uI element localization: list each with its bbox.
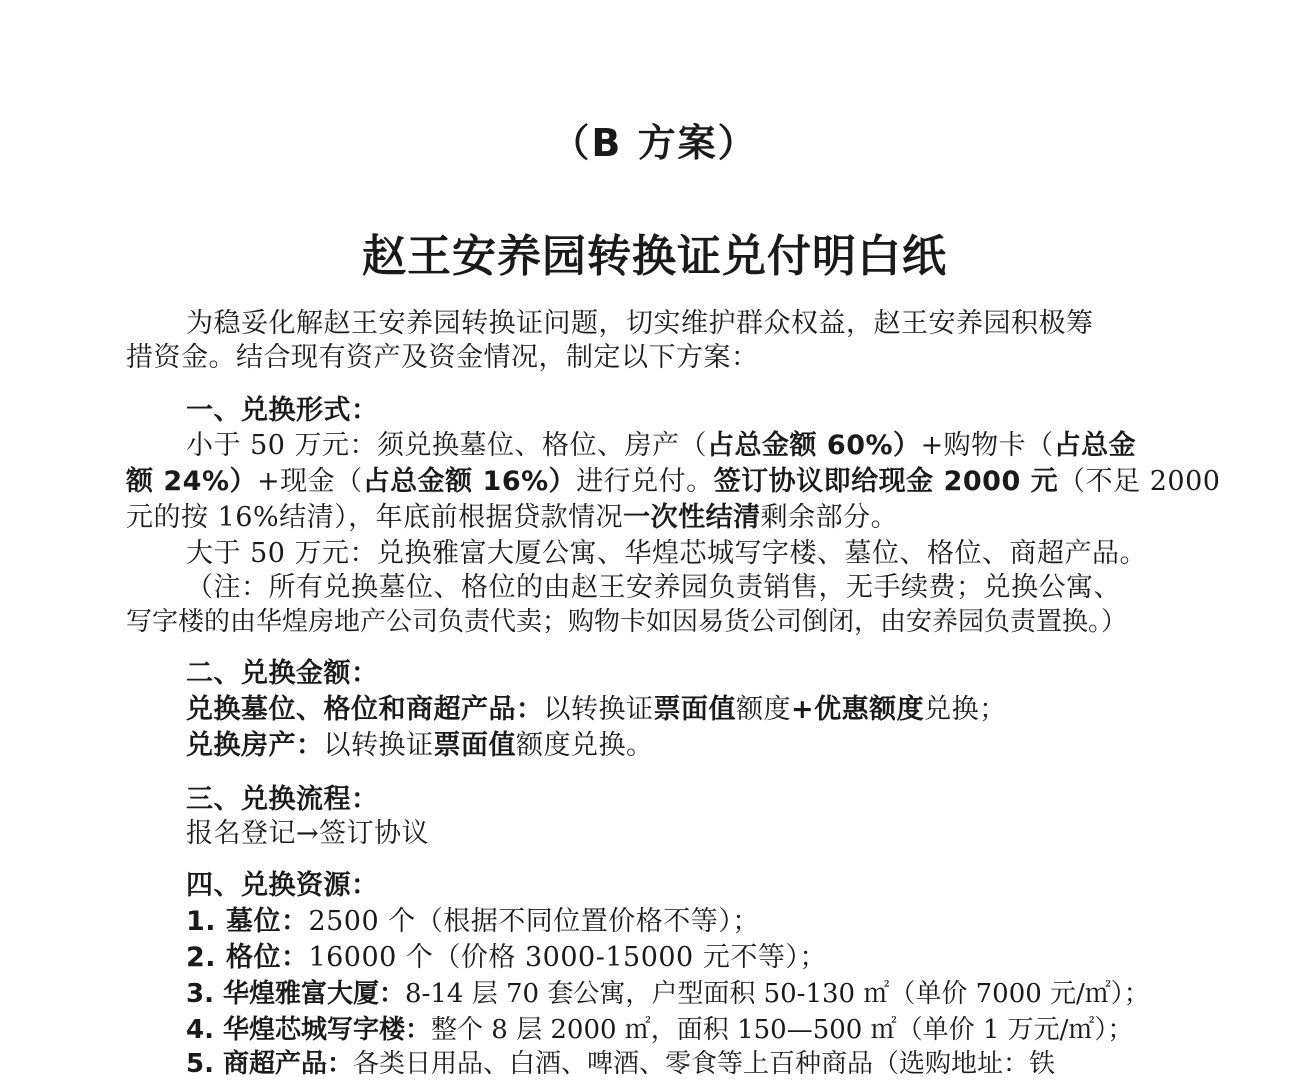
resource-label: 1. 墓位：: [186, 906, 309, 937]
document-title: 赵王安养园转换证兑付明白纸: [362, 231, 947, 282]
bold-span: 一次性结清: [623, 502, 761, 533]
resource-item: [186, 940, 1246, 976]
text-span: 以转换证: [323, 730, 434, 761]
section-1-para-line-2: [126, 464, 1221, 500]
resource-text: 各类日用品、白酒、啤酒、零食等上百种商品（选购地址：铁: [353, 1049, 1056, 1079]
text-span: 额度: [736, 694, 791, 725]
text-span: 以转换证: [543, 694, 654, 725]
below-50-label: 小于 50 万元：: [186, 430, 378, 461]
section-2-line-2: [186, 728, 1246, 764]
bold-span: 兑换墓位、格位和商超产品：: [186, 694, 544, 725]
text-span: 剩余部分。: [760, 502, 899, 533]
bold-span: 兑换房产：: [186, 730, 324, 761]
intro-line-2: 措资金。结合现有资产及资金情况，制定以下方案：: [126, 342, 759, 373]
text-span: 进行兑付。: [576, 466, 714, 497]
bold-span: 票面值: [653, 694, 736, 725]
resource-text: 16000 个（价格 3000-15000 元不等）；: [308, 942, 827, 973]
text-span: 须兑换墓位、格位、房产（: [377, 430, 708, 461]
bold-span: +优惠额度: [791, 694, 925, 725]
text-span: （不足 2000: [1058, 466, 1221, 497]
resource-text: 8-14 层 70 套公寓，户型面积 50-130 ㎡（单价 7000 元/㎡）；: [405, 979, 1150, 1009]
bold-span: 占总金额 60%）: [707, 430, 921, 461]
section-4-heading: 四、兑换资源：: [186, 870, 379, 901]
resource-label: 5. 商超产品：: [186, 1049, 354, 1079]
text-span: +购物卡（: [920, 430, 1054, 461]
section-1-para-line-3: [126, 500, 1186, 536]
resource-label: 3. 华煌雅富大厦：: [186, 979, 406, 1009]
note-line-1: （注：所有兑换墓位、格位的由赵王安养园负责销售，无手续费；兑换公寓、: [186, 572, 1121, 603]
intro-line-1: 为稳妥化解赵王安养园转换证问题，切实维护群众权益，赵王安养园积极筹: [186, 308, 1094, 339]
plan-label: （B 方案）: [551, 121, 758, 165]
flow-text: 报名登记→签订协议: [186, 818, 430, 849]
text-span: 额度兑换。: [516, 730, 654, 761]
section-1-heading: 一、兑换形式：: [186, 395, 379, 426]
bold-span: 票面值: [433, 730, 516, 761]
resource-label: 2. 格位：: [186, 942, 309, 973]
note-line-2: 写字楼的由华煌房地产公司负责代卖；购物卡如因易货公司倒闭，由安养园负责置换。）: [126, 607, 1128, 637]
resource-item: [186, 904, 1246, 940]
resource-text: 2500 个（根据不同位置价格不等）；: [308, 906, 760, 937]
resource-label: 4. 华煌芯城写字楼：: [186, 1015, 432, 1045]
bold-span: 占总金: [1053, 430, 1137, 461]
bold-span: 额 24%）: [126, 466, 258, 497]
section-1-above-50: [186, 536, 1246, 572]
text-span: 兑换；: [924, 694, 1007, 725]
above-50-label: 大于 50 万元：: [186, 538, 378, 569]
text-span: 兑换雅富大厦公寓、华煌芯城写字楼、墓位、格位、商超产品。: [377, 538, 1148, 569]
resource-item: [186, 1012, 1246, 1048]
bold-span: 签订协议即给现金 2000 元: [713, 466, 1059, 497]
text-span: 元的按 16%结清），年底前根据贷款情况: [126, 502, 624, 533]
bold-span: 占总金额 16%）: [362, 466, 577, 497]
section-2-line-1: [186, 692, 1246, 728]
section-1-para-line-1: [186, 428, 1246, 464]
text-span: +现金（: [257, 466, 363, 497]
resource-item: [186, 976, 1246, 1012]
section-3-heading: 三、兑换流程：: [186, 784, 379, 815]
section-2-heading: 二、兑换金额：: [186, 658, 379, 689]
resource-text: 整个 8 层 2000 ㎡，面积 150—500 ㎡（单价 1 万元/㎡）；: [431, 1015, 1134, 1045]
resource-item: [186, 1046, 1246, 1082]
